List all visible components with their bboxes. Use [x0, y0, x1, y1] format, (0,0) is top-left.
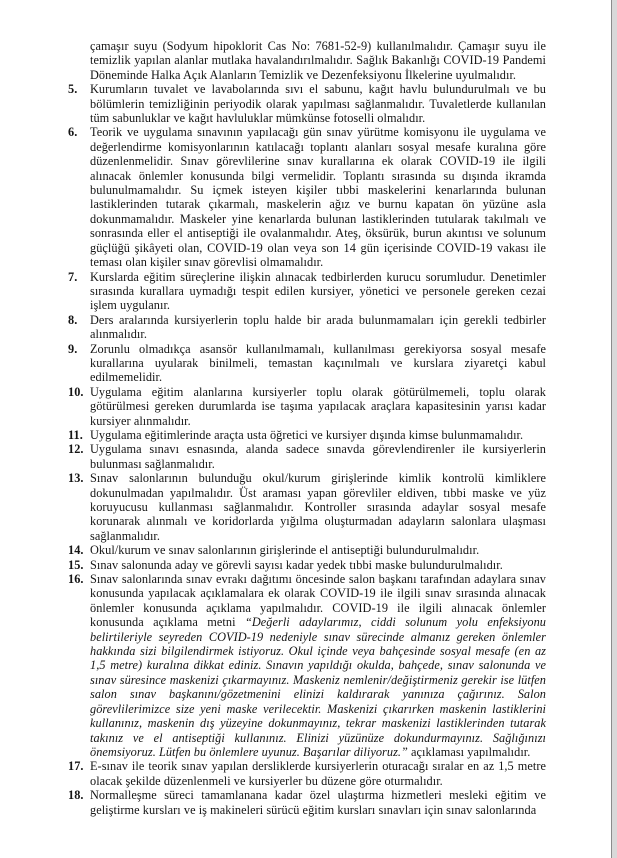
item-number: 9. — [68, 341, 78, 356]
item-text-segment: Kurslarda eğitim süreçlerine ilişkin alınacak tedbirlerden kurucu sorumludur. Denetimler sırasında kurallara uymadığı tespit edilen kursiyer, yönetici ve personele gereken cezai işlem uygulanır. — [90, 269, 546, 313]
item-text-segment: açıklaması yapılmalıdır. — [407, 744, 531, 759]
item-text — [90, 39, 546, 82]
item-text-segment: Uygulama eğitimlerinde araçta usta öğretici ve kursiyer dışında kimse bulunmamalıdır. — [90, 427, 524, 442]
document-body — [68, 39, 546, 817]
item-text — [90, 442, 546, 470]
item-number: 10. — [68, 384, 84, 399]
item-text-segment: E-sınav ile teorik sınav yapılan dersliklerde kursiyerlerin oturacağı sıralar en az 1,5 metre olacak şekilde düzenlenmeli ve kursiyerler bu düzene göre oturmalıdır. — [90, 759, 546, 788]
item-number: 6. — [68, 125, 78, 140]
item-text — [90, 125, 546, 269]
list-item — [68, 471, 546, 543]
list-item — [68, 270, 546, 313]
item-number: 14. — [68, 543, 84, 558]
item-text-segment: çamaşır suyu (Sodyum hipoklorit Cas No: 7681-52-9) kullanılmalıdır. Çamaşır suyu ile temizlik yapılan alanlar mutlaka havalandırılmalıdır. Sağlık Bakanlığı COVID-19 Pandemi Döneminde Halka Açık Alanların Temizlik ve Dezenfeksiyonu İlkelerine uyulmalıdır. — [90, 39, 546, 82]
item-text-segment: Uygulama sınavı esnasında, alanda sadece sınavda görevlendirenler ile kursiyerlerin bulunması sağlanmalıdır. — [90, 442, 546, 471]
item-text-segment: Sınav salonunda aday ve görevli sayısı kadar yedek tıbbi maske bulundurulmalıdır. — [90, 557, 503, 572]
item-number: 13. — [68, 471, 84, 486]
item-text — [90, 471, 546, 543]
quoted-announcement-text: “Değerli adaylarımız, ciddi solunum yolu enfeksiyonu belirtileriyle seyreden COVID-19 nedeniyle sınav sürecinde almanız gereken önlemler hakkında sizi bilgilendirmek istiyoruz. Okul içinde veya bahçesinde sosyal mesafe (en az 1,5 metre) kuralına dikkat ediniz. Sınavın yapıldığı okulda, bahçede, sınav salonunda ve sınav süresince maskenizi çıkarmayınız. Maskeniz nemlenir/değiştirmeniz gerekir ise lütfen salon sınav başkanını/gözetmenini elinizi kaldırarak yanınıza çağırınız. Salon görevlilerimizce size yeni maske verilecektir. Maskenizi çıkarırken maskenin lastiklerini kullanınız, maskenin dış yüzeyine dokunmayınız, tekrar maskenizi lastiklerinden tutarak takınız ve el antiseptiği kullanınız. Elinizi yüzünüze dokundurmayınız. Sağlığınızı önemsiyoruz. Lütfen bu önlemlere uyunuz. Başarılar diliyoruz.” — [90, 615, 546, 759]
item-text — [90, 385, 546, 428]
list-item — [68, 342, 546, 385]
item-text — [90, 558, 503, 572]
item-text-segment: Normalleşme süreci tamamlanana kadar özel ulaştırma hizmetleri mesleki eğitim ve geliştirme kursları ve iş makineleri sürücü eğitim kursları sınavları için sınav salonlarında — [90, 788, 546, 817]
list-item — [68, 125, 546, 269]
item-number: 7. — [68, 269, 78, 284]
item-number: 5. — [68, 82, 78, 97]
page-right-edge — [611, 0, 617, 858]
item-text-segment: Sınav salonlarında sınav evrakı dağıtımı öncesinde salon başkanı tarafından adaylara sınav konusunda yapılacak açıklamalara ek olarak COVID-19 ile ilgili sınav sırasında alınacak önlemler konusunda açıklama yapılmalıdır. COVID-19 ile ilgili alınacak önlemler konusunda açıklama metni — [90, 572, 546, 630]
list-item — [68, 759, 546, 788]
item-text — [90, 313, 546, 341]
item-text-segment: Okul/kurum ve sınav salonlarının girişlerinde el antiseptiği bulundurulmalıdır. — [90, 543, 480, 558]
item-number: 8. — [68, 312, 78, 327]
item-number: 18. — [68, 788, 84, 803]
item-text-segment: Ders aralarında kursiyerlerin toplu halde bir arada bulunmamaları için gerekli tedbirler alınmalıdır. — [90, 312, 546, 342]
item-text-segment: Teorik ve uygulama sınavının yapılacağı gün sınav yürütme komisyonu ile uygulama ve değerlendirme komisyonlarının katılacağı toplantı alanları sosyal mesafe kuralına göre düzenlenmelidir. Sınav görevlilerine sınav kurallarına ek olarak COVID-19 ile ilgili alınacak önlemler konusunda bilgi vermelidir. Toplantı sırasında su dışında ikramda bulunulmamalıdır. Su içmek isteyen kişiler tıbbi maskelerini kenarlarında bulunan lastiklerinden tutarak çıkarmalı, maskelerin ağız ve burnu kapatan ön yüzüne asla dokunmamalıdır. Maskeler yine kenarlarda bulunan lastiklerinden tutularak takılmalı ve sonrasında eller el antiseptiği ile ovalanmalıdır. Ateş, öksürük, burun akıntısı ve solunum güçlüğü şikâyeti olan, COVID-19 olan veya son 14 gün içerisinde COVID-19 vakası ile teması olan kişiler sınav görevlisi olmamalıdır. — [90, 125, 546, 270]
item-number: 15. — [68, 557, 84, 572]
item-text — [90, 428, 523, 442]
item-text — [90, 82, 546, 125]
list-item — [68, 788, 546, 817]
item-number: 17. — [68, 759, 84, 774]
list-item — [68, 82, 546, 125]
list-item — [68, 558, 546, 572]
item-text-segment: Sınav salonlarının bulunduğu okul/kurum girişlerinde kimlik kontrolü kimliklere dokunulmadan yapılmalıdır. Üst araması yapan görevliler eldiven, tıbbi maske ve yüz koruyucusu kullanması sağlanmalıdır. Kontroller sırasında adaylar sosyal mesafe korunarak alınmalı ve koridorlarda yığılma oluşturmadan adayların salonlara ulaşması sağlanmalıdır. — [90, 471, 546, 543]
list-item — [68, 313, 546, 342]
item-number: 16. — [68, 572, 84, 587]
list-item — [68, 572, 546, 759]
item-text — [90, 788, 546, 816]
list-item — [68, 543, 546, 557]
list-item — [68, 442, 546, 471]
list-item — [68, 428, 546, 442]
item-text — [90, 543, 479, 557]
item-text — [90, 270, 546, 313]
item-text — [90, 342, 546, 385]
item-text — [90, 759, 546, 787]
list-item — [68, 39, 546, 82]
list-item — [68, 385, 546, 428]
item-text-segment: Uygulama eğitim alanlarına kursiyerler toplu olarak götürülmemeli, toplu olarak götürülmesi gereken durumlarda ise taşıma yapılacak araçlara kapasitesinin yarısı kadar kursiyer alınmalıdır. — [90, 384, 546, 428]
item-text — [90, 572, 546, 759]
item-text-segment: Zorunlu olmadıkça asansör kullanılmamalı, kullanılması gerekiyorsa sosyal mesafe kurallarına uyularak binilmeli, temastan kaçınılmalı ve kurslara ziyaretçi kabul edilmemelidir. — [90, 341, 546, 385]
item-number: 12. — [68, 442, 84, 457]
item-text-segment: Kurumların tuvalet ve lavabolarında sıvı el sabunu, kağıt havlu bulundurulmalı ve bu bölümlerin temizliğinin periyodik olarak yapılması sağlanmalıdır. Tuvaletlerde kullanılan tüm sabunluklar ve kağıt havluluklar mümkünse fotoselli olmalıdır. — [90, 82, 546, 126]
item-number: 11. — [68, 427, 83, 442]
